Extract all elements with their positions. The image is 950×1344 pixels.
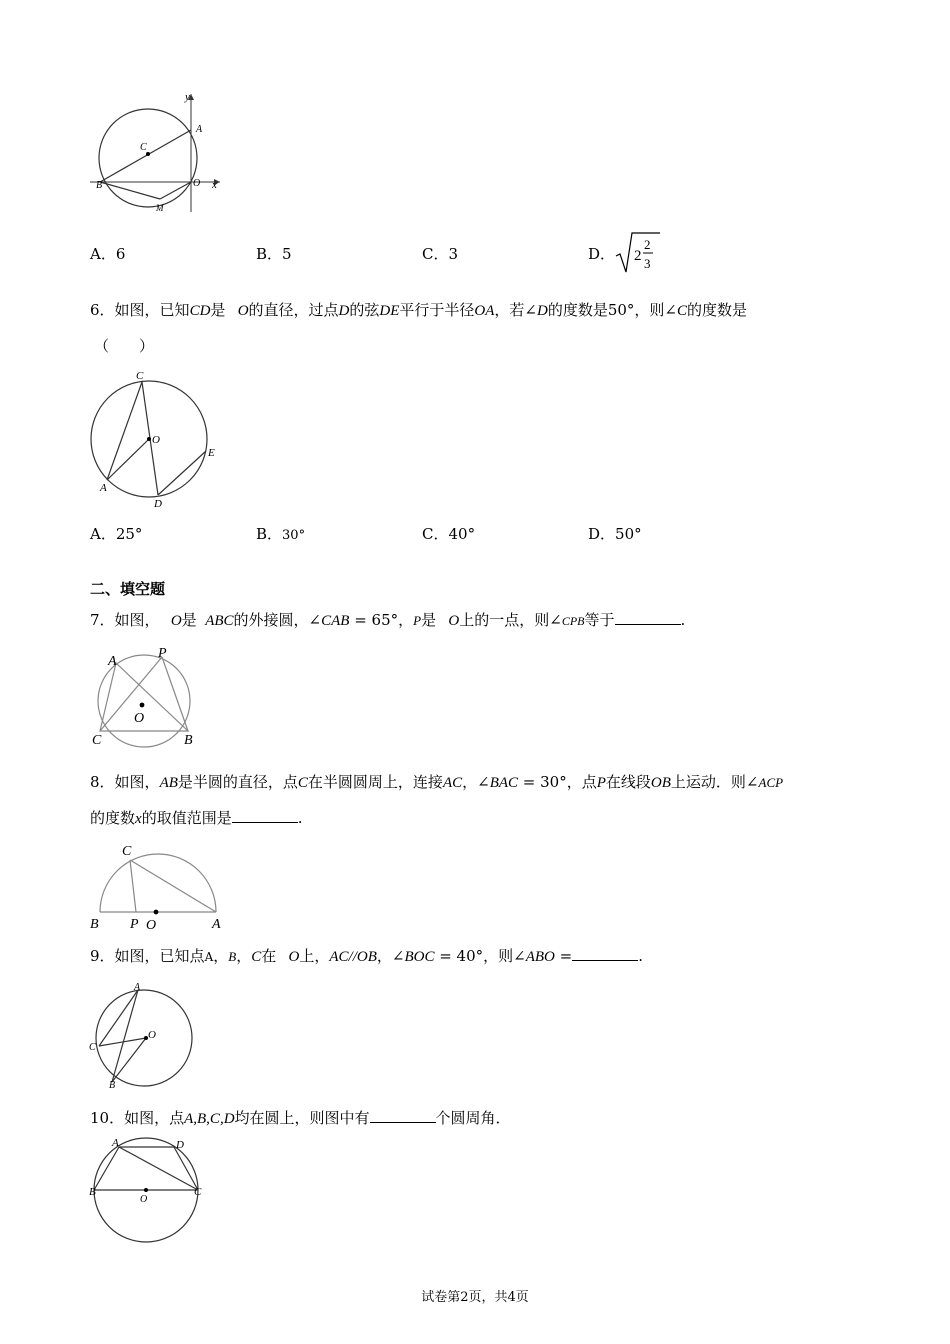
q8-figure bbox=[86, 840, 232, 932]
q5-option-c-value: 3 bbox=[448, 245, 459, 263]
q9-label-b: B bbox=[109, 1080, 116, 1091]
q8-label-b: B bbox=[90, 917, 99, 932]
q7-label-o: O bbox=[134, 711, 145, 726]
q6-label-e: E bbox=[208, 447, 215, 459]
q6-option-a[interactable]: A．25° bbox=[90, 525, 143, 543]
q7-label-b: B bbox=[184, 733, 193, 748]
q8-label-c: C bbox=[122, 844, 132, 859]
q8-question-line1: 8．如图，AB是半圆的直径，点C在半圆圆周上，连接AC，∠BAC = 30°，点P在线段OB上运动．则∠ACP bbox=[90, 773, 784, 791]
q10-label-d: D bbox=[176, 1139, 184, 1151]
q5-label-o: O bbox=[193, 178, 201, 189]
section-heading-fill-in: 二、填空题 bbox=[90, 580, 166, 598]
q8-number: 8． bbox=[90, 773, 115, 791]
q9-label-a: A bbox=[134, 982, 141, 993]
q6-option-d-value: 50° bbox=[615, 525, 642, 543]
q5-sqrt-denominator: 3 bbox=[644, 256, 651, 271]
q6-option-a-value: 25° bbox=[115, 525, 143, 543]
q10-answer-blank[interactable] bbox=[370, 1108, 436, 1123]
q5-option-b-value: 5 bbox=[282, 245, 292, 263]
q6-label-d: D bbox=[154, 498, 162, 510]
q5-sqrt-numerator: 2 bbox=[644, 237, 651, 252]
q6-option-c-value: 40° bbox=[448, 525, 476, 543]
q10-label-b: B bbox=[89, 1186, 96, 1198]
q6-label-o: O bbox=[152, 434, 160, 446]
q6-answer-paren: （ ） bbox=[94, 337, 155, 355]
q6-label-c: C bbox=[136, 370, 144, 382]
q10-question-text: 10．如图，点A,B,C,D均在圆上，则图中有 个圆周角． bbox=[90, 1109, 511, 1127]
q5-label-b: B bbox=[96, 180, 103, 191]
q10-label-c: C bbox=[194, 1186, 202, 1198]
q5-option-d-sqrt-expression bbox=[614, 230, 662, 276]
q5-label-a: A bbox=[196, 124, 203, 135]
q9-question-text: 9．如图，已知点A，B，C在 O上，AC//OB，∠BOC = 40°，则∠ABO = . bbox=[90, 947, 644, 965]
q6-number: 6． bbox=[90, 301, 115, 319]
q7-figure bbox=[88, 643, 208, 751]
q9-answer-blank[interactable] bbox=[572, 946, 638, 961]
q7-number: 7． bbox=[90, 611, 115, 629]
q5-label-c: C bbox=[140, 142, 147, 153]
q5-option-a-value: 6 bbox=[115, 245, 126, 263]
q8-answer-blank[interactable] bbox=[232, 808, 298, 823]
q6-option-d[interactable]: D．50° bbox=[588, 525, 642, 543]
q9-label-o: O bbox=[148, 1029, 156, 1041]
q10-label-a: A bbox=[112, 1137, 119, 1149]
q5-sqrt-whole: 2 bbox=[634, 248, 642, 264]
q7-label-c: C bbox=[92, 733, 102, 748]
q6-option-c[interactable]: C．40° bbox=[422, 525, 476, 543]
page-footer: 试卷第2页，共4页 bbox=[421, 1290, 529, 1305]
q8-question-line2: 的度数x的取值范围是 . bbox=[90, 809, 303, 827]
q5-figure bbox=[88, 90, 228, 220]
q5-option-a[interactable]: A．6 bbox=[90, 245, 126, 263]
q6-label-a: A bbox=[100, 482, 107, 494]
q8-label-p: P bbox=[130, 917, 139, 932]
q6-question-text: 6．如图，已知CD是 O的直径，过点D的弦DE平行于半径OA，若∠D的度数是50°，则∠C的度数是 bbox=[90, 301, 748, 319]
q9-label-c: C bbox=[89, 1042, 96, 1053]
q6-option-b[interactable]: B．30° bbox=[256, 525, 306, 543]
q5-option-d[interactable]: D． bbox=[588, 245, 616, 263]
q10-number: 10． bbox=[90, 1109, 125, 1127]
q9-number: 9． bbox=[90, 947, 115, 965]
q7-label-p: P bbox=[158, 646, 167, 661]
q10-label-o: O bbox=[140, 1194, 148, 1205]
q10-figure bbox=[86, 1134, 210, 1262]
q8-label-o: O bbox=[146, 918, 157, 933]
q8-label-a: A bbox=[212, 917, 221, 932]
q5-option-b[interactable]: B．5 bbox=[256, 245, 292, 263]
q7-question-text: 7．如图， O是 ABC的外接圆，∠CAB = 65°，P是 O上的一点，则∠CPB等于 . bbox=[90, 611, 686, 629]
q5-label-m: M bbox=[156, 203, 164, 213]
q5-option-c[interactable]: C．3 bbox=[422, 245, 459, 263]
q7-label-a: A bbox=[108, 654, 117, 669]
q6-figure bbox=[86, 366, 226, 514]
q7-answer-blank[interactable] bbox=[615, 610, 681, 625]
q6-option-b-value: 30° bbox=[282, 528, 306, 543]
q5-label-y: y bbox=[185, 91, 190, 103]
q5-label-x: x bbox=[212, 179, 217, 191]
q9-figure bbox=[86, 978, 198, 1090]
